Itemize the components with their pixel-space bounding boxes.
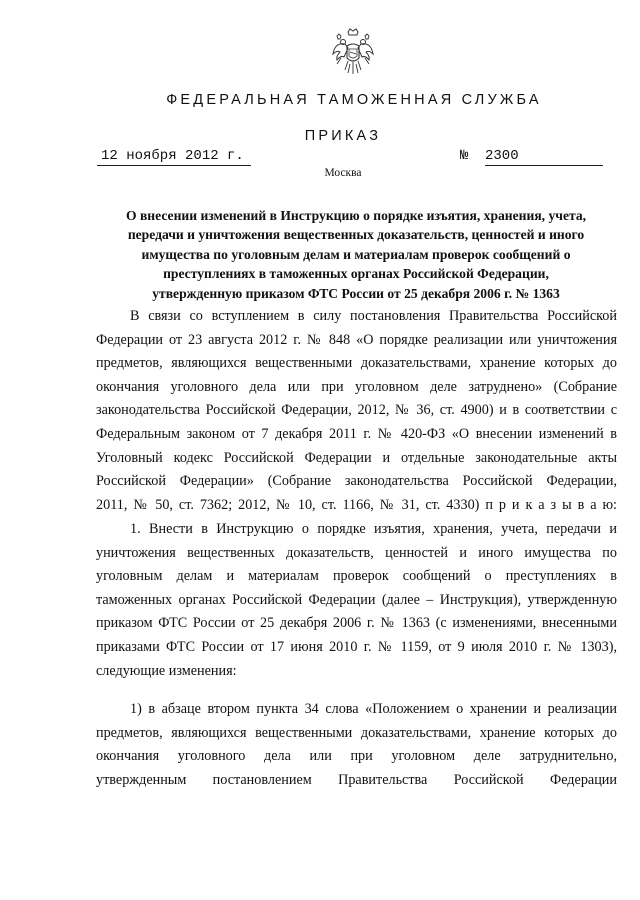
city: Москва [324, 167, 362, 179]
heading-line: имущества по уголовным делам и материалам проверок сообщений о [141, 246, 571, 262]
coat-of-arms-icon [331, 28, 375, 78]
order-title: ПРИКАЗ [304, 128, 382, 144]
order-heading [96, 206, 616, 303]
order-number: 2300 [485, 148, 603, 166]
text-line: 1) в абзаце втором пункта 34 слова «Положением о хранении и реализации [130, 701, 617, 717]
text-line: предметов, являющихся вещественными доказательствами, хранение которых до [96, 355, 617, 372]
text-line: Федерации от 23 августа 2012 г. № 848 «О порядке реализации или уничтожения [96, 331, 617, 348]
text-line: предметов, являющихся вещественными доказательствами, хранение которых до [96, 724, 617, 741]
text-line: таможенных органах Российской Федерации (далее – Инструкция), утвержденную [96, 591, 617, 608]
text-line: утвержденным постановлением Правительства Российской Федерации [96, 771, 617, 788]
text-line: следующие изменения: [96, 662, 237, 679]
heading-line: утвержденную приказом ФТС России от 25 декабря 2006 г. № 1363 [152, 285, 560, 301]
text-line: приказом ФТС России от 25 декабря 2006 г. № 1363 (с изменениями, внесенными [96, 615, 617, 632]
text-line: 1. Внести в Инструкцию о порядке изъятия, хранения, учета, передачи и [130, 521, 617, 537]
text-line: В связи со вступлением в силу постановления Правительства Российской [130, 308, 617, 324]
text-line: Федеральным законом от 7 декабря 2011 г. № 420-ФЗ «О внесении изменений в [96, 425, 617, 442]
heading-line: О внесении изменений в Инструкцию о порядке изъятия, хранения, учета, [125, 208, 587, 223]
text-line: 2011, № 50, ст. 7362; 2012, № 10, ст. 1166, № 31, ст. 4330) п р и к а з ы в а ю: [96, 496, 617, 513]
text-line: приказами ФТС России от 17 июня 2010 г. № 1159, от 9 июля 2010 г. № 1303), [96, 638, 617, 655]
text-line: уничтожения вещественных доказательств, ценностей и иного имущества по [96, 544, 617, 561]
paragraph-item-1 [96, 518, 617, 683]
heading-line: передачи и уничтожения вещественных доказательств, ценностей и иного [127, 227, 585, 243]
order-number-label: № [460, 148, 469, 164]
text-line: Российской Федерации» (Собрание законодательства Российской Федерации, [96, 473, 617, 490]
paragraph-subitem-1 [96, 698, 617, 792]
paragraph-preamble [96, 305, 617, 517]
text-line: законодательства Российской Федерации, 2012, № 36, ст. 4900) и в соответствии с [96, 402, 617, 419]
agency-name: ФЕДЕРАЛЬНАЯ ТАМОЖЕННАЯ СЛУЖБА [166, 92, 542, 108]
text-line: уголовным делам и материалам проверок сообщений о преступлениях в [96, 568, 617, 585]
heading-line: преступлениях в таможенных органах Российской Федерации, [163, 266, 549, 282]
text-line: Уголовный кодекс Российской Федерации и отдельные законодательные акты [96, 449, 617, 466]
order-date: 12 ноября 2012 г. [97, 148, 251, 166]
text-line: окончания уголовного дела или при уголовном деле затруднительно, [96, 748, 617, 765]
text-line: окончания уголовного дела или при уголовном деле затруднено» (Собрание [96, 378, 617, 395]
